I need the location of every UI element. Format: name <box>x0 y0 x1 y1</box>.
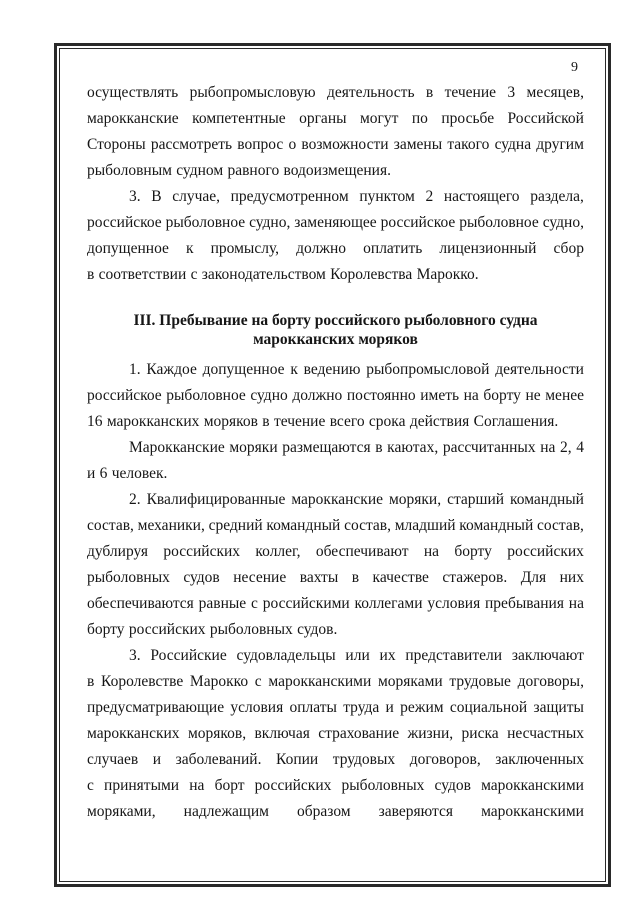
text-line: в соответствии с законодательством Королевства Марокко. <box>87 266 479 283</box>
text-line: рыболовным судном равного водоизмещения. <box>87 162 391 179</box>
text-line: допущенное к промыслу, должно оплатить лицензионный сбор <box>87 240 584 257</box>
text-line: случаев и заболеваний. Копии трудовых договоров, заключенных <box>87 751 584 768</box>
page-number: 9 <box>571 60 578 75</box>
text-line: осуществлять рыбопромысловую деятельность в течение 3 месяцев, <box>87 84 584 101</box>
paragraph <box>87 184 584 288</box>
text-line: предусматривающие условия оплаты труда и режим социальной защиты <box>87 699 584 716</box>
text-line: рыболовных судов несение вахты в качестве стажеров. Для них <box>87 569 584 586</box>
text-line: марокканские компетентные органы могут по просьбе Российской <box>87 110 584 127</box>
document-body <box>87 80 584 825</box>
text-line: дублируя российских коллег, обеспечивают на борту российских <box>87 543 584 560</box>
text-line: с принятыми на борт российских рыболовных судов марокканскими <box>87 777 584 794</box>
text-line: состав, механики, средний командный состав, младший командный состав, <box>87 517 584 534</box>
paragraph <box>87 487 584 643</box>
text-line: российское рыболовное судно, заменяющее российское рыболовное судно, <box>87 214 584 231</box>
text-line: и 6 человек. <box>87 465 168 482</box>
paragraph <box>87 357 584 435</box>
text-line: 16 марокканских моряков в течение всего срока действия Соглашения. <box>87 413 559 430</box>
text-line: моряками, надлежащим образом заверяются марокканскими <box>87 803 584 820</box>
text-line: 1. Каждое допущенное к ведению рыбопромысловой деятельности <box>129 361 584 378</box>
text-line: российское рыболовное судно должно постоянно иметь на борту не менее <box>87 387 584 404</box>
paragraph <box>87 435 584 487</box>
text-line: обеспечиваются равные с российскими коллегами условия пребывания на <box>87 595 584 612</box>
text-line: Стороны рассмотреть вопрос о возможности замены такого судна другим <box>87 136 584 153</box>
paragraph <box>87 80 584 184</box>
text-line: борту российских рыболовных судов. <box>87 621 338 638</box>
text-line: 2. Квалифицированные марокканские моряки, старший командный <box>129 491 584 508</box>
section-heading <box>87 311 584 349</box>
text-line: Марокканские моряки размещаются в каютах, рассчитанных на 2, 4 <box>129 439 584 456</box>
text-line: 3. В случае, предусмотренном пунктом 2 настоящего раздела, <box>129 188 584 205</box>
text-line: марокканских моряков, включая страхование жизни, риска несчастных <box>87 725 584 742</box>
text-line: в Королевстве Марокко с марокканскими моряками трудовые договоры, <box>87 673 584 690</box>
section-heading-line: марокканских моряков <box>253 331 418 348</box>
paragraph <box>87 643 584 825</box>
text-line: 3. Российские судовладельцы или их представители заключают <box>129 647 584 664</box>
section-heading-line: III. Пребывание на борту российского рыболовного судна <box>133 312 538 329</box>
